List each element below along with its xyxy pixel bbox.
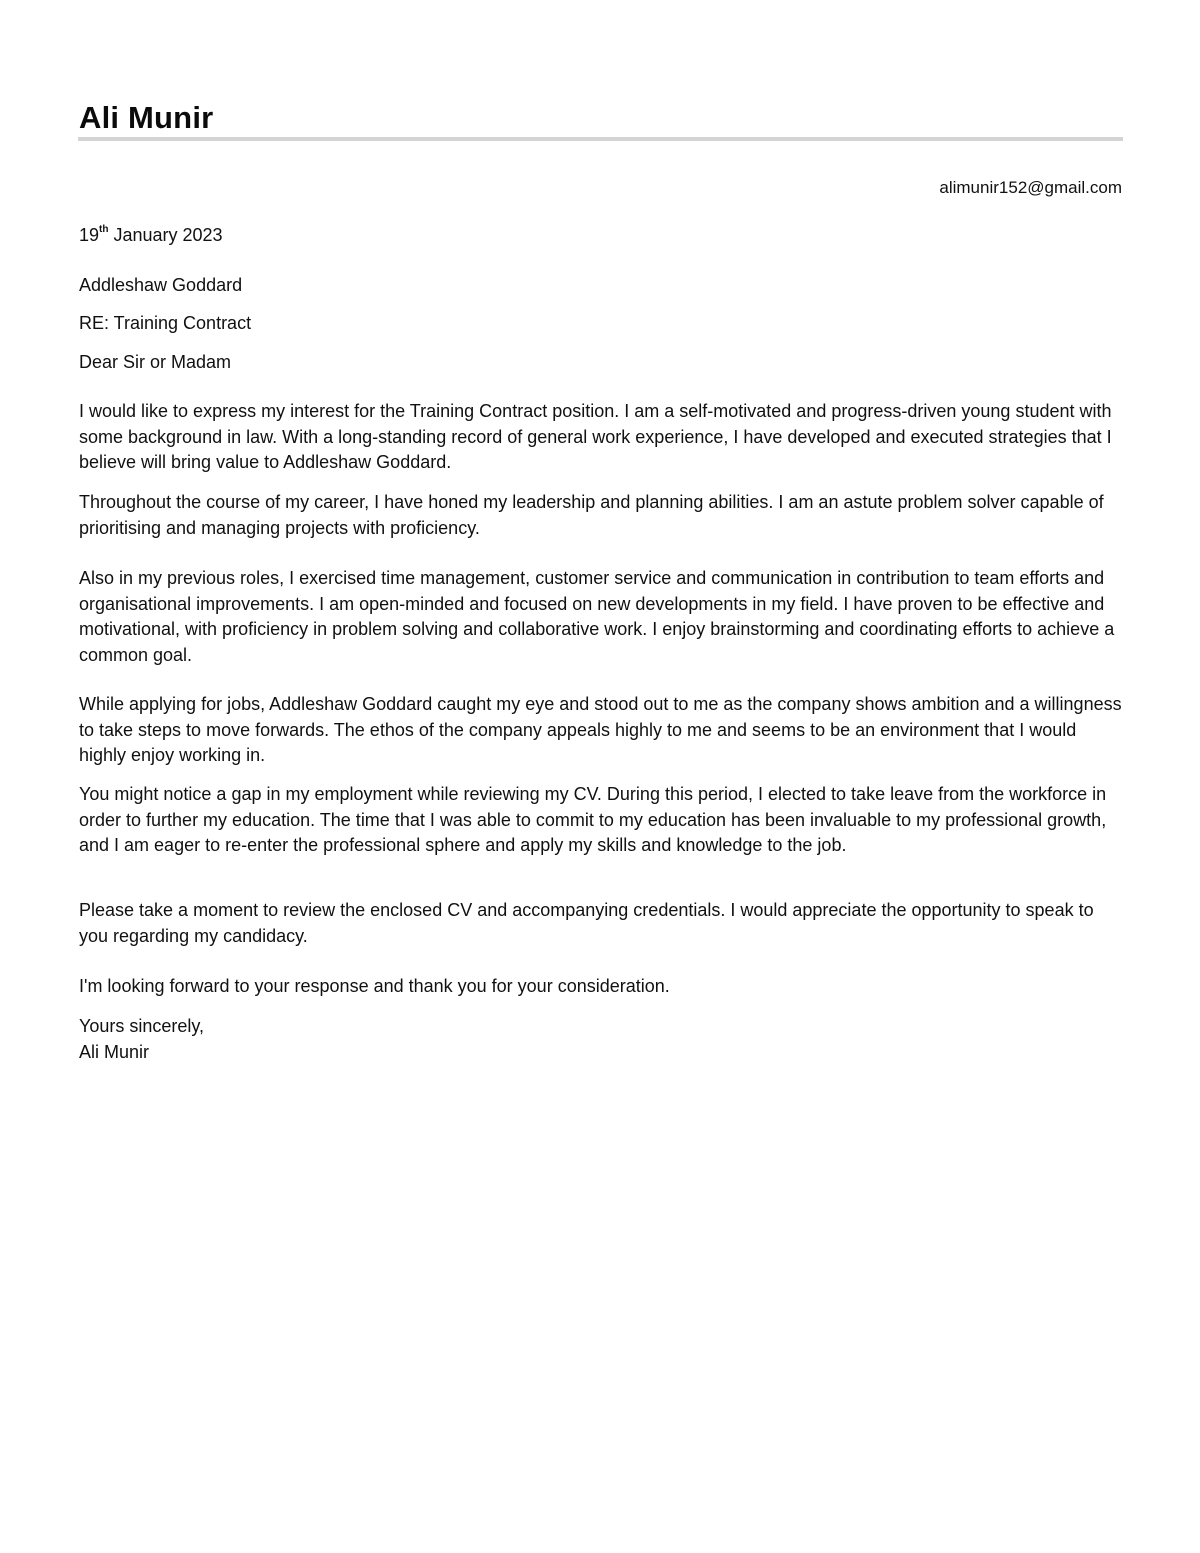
email-address: alimunir152@gmail.com — [939, 178, 1122, 197]
date-month-year: January 2023 — [108, 225, 223, 245]
header-divider — [78, 137, 1123, 141]
paragraph-2: Throughout the course of my career, I have honed my leadership and planning abilities. I am an astute problem solver capable of prioritising and managing projects with proficiency. — [79, 492, 1104, 538]
paragraph-1: I would like to express my interest for the Training Contract position. I am a self-motivated and progress-driven young student with some background in law. With a long-standing record of general work experience, I have developed and executed strategies that I believe will bring value to Addleshaw Goddard. — [79, 401, 1112, 472]
paragraph-7: I'm looking forward to your response and thank you for your consideration. — [79, 976, 670, 996]
paragraph-6: Please take a moment to review the enclosed CV and accompanying credentials. I would appreciate the opportunity to speak to you regarding my candidacy. — [79, 900, 1094, 946]
subject-line: RE: Training Contract — [79, 313, 252, 333]
salutation: Dear Sir or Madam — [79, 352, 232, 372]
signature-name: Ali Munir — [79, 1042, 150, 1062]
paragraph-5: You might notice a gap in my employment while reviewing my CV. During this period, I elected to take leave from the workforce in order to further my education. The time that I was able to commit to my education has been invaluable to my professional growth, and I am eager to re-enter the professional sphere and apply my skills and knowledge to the job. — [79, 784, 1107, 855]
closing: Yours sincerely, — [79, 1016, 205, 1036]
applicant-name: Ali Munir — [79, 100, 214, 135]
paragraph-3: Also in my previous roles, I exercised time management, customer service and communication in contribution to team efforts and organisational improvements. I am open-minded and focused on new developments in my field. I have proven to be effective and motivational, with proficiency in problem solving and collaborative work. I enjoy brainstorming and coordinating efforts to achieve a common goal. — [79, 568, 1115, 665]
date-day: 19 — [79, 225, 100, 245]
letter-date — [79, 223, 1124, 249]
recipient: Addleshaw Goddard — [79, 275, 243, 295]
paragraph-4: While applying for jobs, Addleshaw Goddard caught my eye and stood out to me as the company shows ambition and a willingness to take steps to move forwards. The ethos of the company appeals highly to me and seems to be an environment that I would highly enjoy working in. — [79, 694, 1122, 765]
date-suffix: th — [99, 224, 109, 235]
